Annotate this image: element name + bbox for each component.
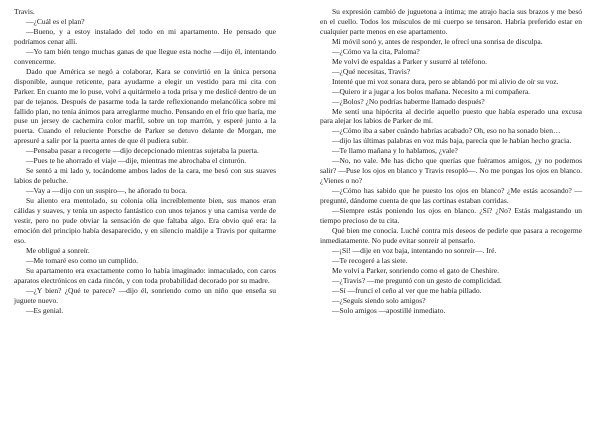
left-text-column — [14, 7, 276, 316]
paragraph: —Siempre estás poniendo los ojos en blanco. ¿Sí? ¿No? Estás malgastando un tiempo precioso de tu cita. — [320, 206, 582, 226]
paragraph: Intenté que mi voz sonara dura, pero se ablandó por mi alivio de oír su voz. — [332, 76, 559, 86]
paragraph: Dado que América se negó a colaborar, Kara se convirtió en la única persona disponible, aunque reticente, para ayudarme a elegir un vestido para mi cita con Parker. En cuanto me lo puse, volví a quitármelo a toda prisa y me deslicé dentro de un par de tejanos. Después de pasarme toda la tarde reflexionando melancólica sobre mi fallido plan, no tenía ánimos para arreglarme mucho. Pensando en el frío que haría, me puse un jersey de cachemira color marfil, sobre un top marrón, y esperé junto a la puerta. Cuando el reluciente Porsche de Parker se detuvo delante de Morgan, me apresuré a salir por la puerta antes de que él pudiera subir. — [14, 66, 276, 146]
paragraph: Me sentí una hipócrita al decirle aquello puesto que había esperado una excusa para alejar los labios de Parker de mí. — [320, 106, 582, 126]
paragraph: —¿Cómo va la cita, Paloma? — [332, 46, 420, 56]
paragraph: —¿Qué necesitas, Travis? — [332, 66, 411, 76]
right-text-column — [320, 7, 582, 316]
paragraph: —¿Travis? —me preguntó con un gesto de complicidad. — [332, 275, 502, 285]
paragraph: —¿Cómo has sabido que he puesto los ojos en blanco? ¿Me estás acosando? —pregunté, dándome cuenta de que las cortinas estaban corridas. — [320, 186, 582, 206]
paragraph: —Pues te he ahorrado el viaje —dije, mientras me abrochaba el cinturón. — [26, 156, 247, 166]
paragraph: —¿Seguís siendo solo amigos? — [332, 295, 426, 305]
paragraph: —Pensaba pasar a recogerte —dijo decepcionado mientras sujetaba la puerta. — [26, 146, 259, 156]
paragraph: —Te recogeré a las siete. — [332, 255, 408, 265]
paragraph: —Solo amigos —apostillé inmediato. — [332, 305, 446, 315]
paragraph: —¿Cómo iba a saber cuándo habrías acabado? Oh, eso no ha sonado bien… — [332, 126, 561, 136]
paragraph: —Te llamo mañana y lo hablamos, ¿vale? — [332, 146, 458, 156]
paragraph: Mi móvil sonó y, antes de responder, le ofrecí una sonrisa de disculpa. — [332, 36, 543, 46]
paragraph: —Bueno, y a estoy instalado del todo en mi apartamento. He pensado que podríamos cenar allí. — [14, 26, 276, 46]
paragraph: Me obligué a sonreír. — [26, 245, 90, 255]
paragraph: —Es genial. — [26, 305, 64, 315]
paragraph: Su expresión cambió de juguetona a íntima; me atrajo hacia sus brazos y me besó en el cuello. Todos los músculos de mi cuerpo se tensaron. Habría preferido estar en cualquier parte menos en ese apartamento. — [320, 7, 582, 36]
paragraph: Su aliento era mentolado, su colonia olía increíblemente bien, sus manos eran cálidas y suaves, y tenía un aspecto fantástico con unos tejanos y una camisa verde de vestir, pero no pude obviar la sensación de que faltaba algo. Era obvio qué era: la emoción del principio había desaparecido, y en silencio maldije a Travis por quitarme eso. — [14, 196, 276, 245]
paragraph: Me volví de espaldas a Parker y susurré al teléfono. — [332, 56, 487, 66]
paragraph: —dijo las últimas palabras en voz más baja, parecía que le habían hecho gracia. — [332, 136, 572, 146]
paragraph: Me volví a Parker, sonriendo como el gato de Cheshire. — [332, 265, 499, 275]
paragraph: —¡Sí! —dije en voz baja, intentando no sonreír—. Iré. — [332, 245, 497, 255]
paragraph: —Yo tam bién tengo muchas ganas de que llegue esta noche —dijo él, intentando convencerme. — [14, 46, 276, 66]
paragraph: —¿Bolos? ¿No podrías haberme llamado después? — [332, 96, 485, 106]
paragraph: —Vay a —dijo con un suspiro—, he añorado tu boca. — [26, 186, 188, 196]
paragraph: Su apartamento era exactamente como lo había imaginado: inmaculado, con caros aparatos electrónicos en cada rincón, y con toda probabilidad decorado por su madre. — [14, 265, 276, 285]
paragraph: Travis. — [14, 7, 35, 16]
paragraph: —Me tomaré eso como un cumplido. — [26, 255, 139, 265]
paragraph: —¿Cuál es el plan? — [26, 16, 85, 26]
paragraph: —Quiero ir a jugar a los bolos mañana. Necesito a mi compañera. — [332, 86, 531, 96]
paragraph: Qué bien me conocía. Luché contra mis deseos de pedirle que pasara a recogerme inmediatamente. No pude evitar sonreír al pensarlo. — [320, 225, 582, 245]
paragraph: —¿Y bien? ¿Qué te parece? —dijo él, sonriendo como un niño que enseña su juguete nuevo. — [14, 285, 276, 305]
paragraph: Se sentó a mi lado y, tocándome ambos lados de la cara, me besó con sus suaves labios de peluche. — [14, 166, 276, 186]
paragraph: —Sí —fruncí el ceño al ver que me había pillado. — [332, 285, 482, 295]
paragraph: —No, no vale. Me has dicho que querías que fuéramos amigos, ¿y no podemos salir? —Puse los ojos en blanco y Travis resopló—. No me pongas los ojos en blanco. ¿Vienes o no? — [320, 156, 582, 186]
